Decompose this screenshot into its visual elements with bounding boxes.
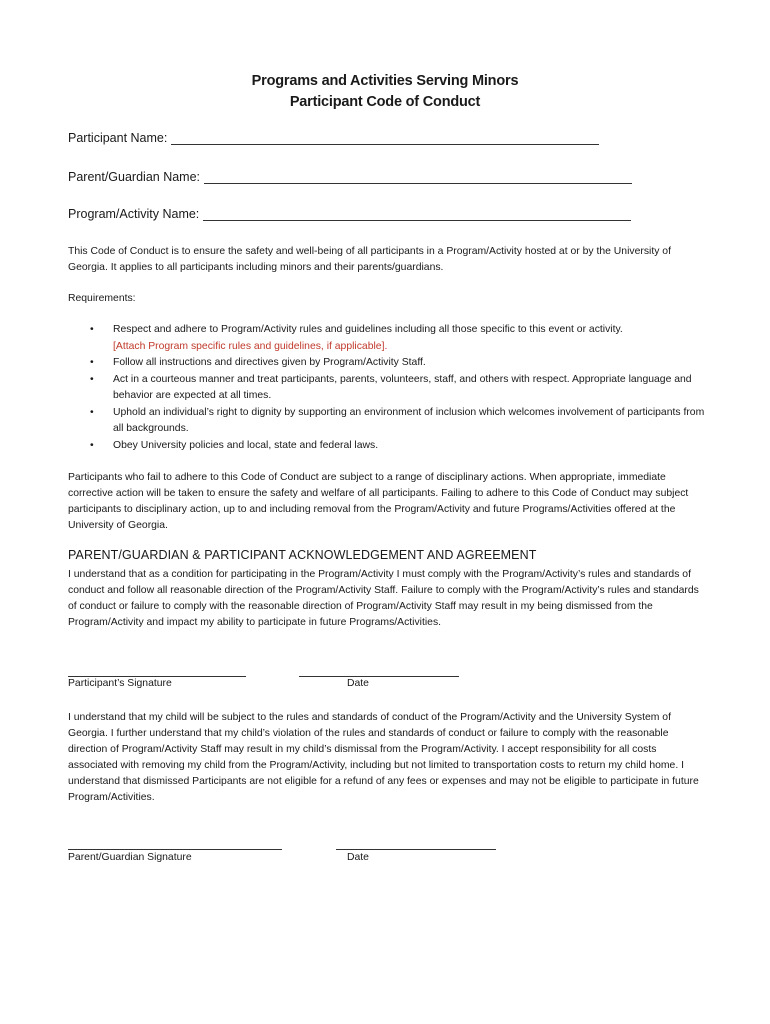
acknowledgement-heading: PARENT/GUARDIAN & PARTICIPANT ACKNOWLEDGEMENT AND AGREEMENT <box>68 548 537 562</box>
participant-name-line[interactable] <box>171 132 599 145</box>
intro-paragraph: This Code of Conduct is to ensure the safety and well-being of all participants in a Program/Activity hosted at or by the University of Georgia. It applies to all participants including minors and their parents/guardians. <box>68 246 671 273</box>
bullet-icon: • <box>90 373 94 385</box>
requirement-text: Uphold an individual’s right to dignity by supporting an environment of inclusion which welcomes involvement of participants from all backgrounds. <box>113 406 705 434</box>
guardian-name-line[interactable] <box>204 171 632 184</box>
requirements-label: Requirements: <box>68 293 136 304</box>
participant-date-line[interactable] <box>299 676 459 677</box>
acknowledgement-paragraph: I understand that as a condition for participating in the Program/Activity I must comply with the Program/Activity’s rules and standards of conduct and follow all reasonable direction of the Program/Activity Staff. Failure to comply with the Program/Activity’s rules and standards of conduct or failure to comply with the reasonable direction of Program/Activity Staff may result in my being dismissed from the Program/Activity and impact my ability to participate in future Programs/Activities. <box>68 569 699 628</box>
guardian-name-label: Parent/Guardian Name: <box>68 170 201 184</box>
parent-date-line[interactable] <box>336 849 496 850</box>
list-item <box>68 438 708 455</box>
bullet-icon: • <box>90 406 94 418</box>
bullet-icon: • <box>90 324 94 335</box>
list-item <box>68 355 708 372</box>
parent-responsibility-paragraph: I understand that my child will be subject to the rules and standards of conduct of the Program/Activity and the University System of Georgia. I further understand that my child’s violation of the rules and standards of conduct or failure to comply with the reasonable direction of Program/Activity Staff may result in my child’s dismissal from the Program/Activity. I accept responsibility for all costs associated with removing my child from the Program/Activity, including but not limited to transportation costs to return my child home. I understand that dismissed Participants are not eligible for a refund of any fees or expenses and may not be eligible to participate in future Program/Activities. <box>68 712 699 803</box>
document-subtitle: Participant Code of Conduct <box>289 94 481 110</box>
list-item <box>68 405 708 438</box>
requirements-list <box>68 322 708 454</box>
participant-signature-line[interactable] <box>68 676 246 677</box>
parent-signature-label: Parent/Guardian Signature <box>68 852 192 863</box>
participant-name-label: Participant Name: <box>68 131 168 145</box>
document-title: Programs and Activities Serving Minors <box>251 73 519 89</box>
requirement-text: Follow all instructions and directives given by Program/Activity Staff. <box>113 357 426 368</box>
program-name-label: Program/Activity Name: <box>68 207 200 221</box>
bullet-icon: • <box>90 357 94 368</box>
requirement-text: Respect and adhere to Program/Activity rules and guidelines including all those specific to this event or activity. <box>113 324 623 335</box>
consequences-paragraph: Participants who fail to adhere to this Code of Conduct are subject to a range of disciplinary actions. When appropriate, immediate corrective action will be taken to ensure the safety and welfare of all participants. Failing to adhere to this Code of Conduct may subject participants to disciplinary action, up to and including removal from the Program/Activity and future Programs/Activities offered at the University of Georgia. <box>68 472 689 531</box>
participant-date-label: Date <box>347 678 369 689</box>
program-name-field[interactable] <box>68 207 631 221</box>
list-item <box>68 322 708 355</box>
requirement-note: [Attach Program specific rules and guidelines, if applicable]. <box>113 340 388 352</box>
list-item <box>68 372 708 405</box>
bullet-icon: • <box>90 439 94 451</box>
program-name-line[interactable] <box>203 208 631 221</box>
parent-signature-line[interactable] <box>68 849 282 850</box>
parent-date-label: Date <box>347 852 369 863</box>
guardian-name-field[interactable] <box>68 170 632 184</box>
participant-name-field[interactable] <box>68 131 599 145</box>
requirement-text: Act in a courteous manner and treat participants, parents, volunteers, staff, and others with respect. Appropriate language and behavior are expected at all times. <box>113 373 692 401</box>
participant-signature-label: Participant’s Signature <box>68 678 172 689</box>
requirement-text: Obey University policies and local, state and federal laws. <box>113 439 379 451</box>
